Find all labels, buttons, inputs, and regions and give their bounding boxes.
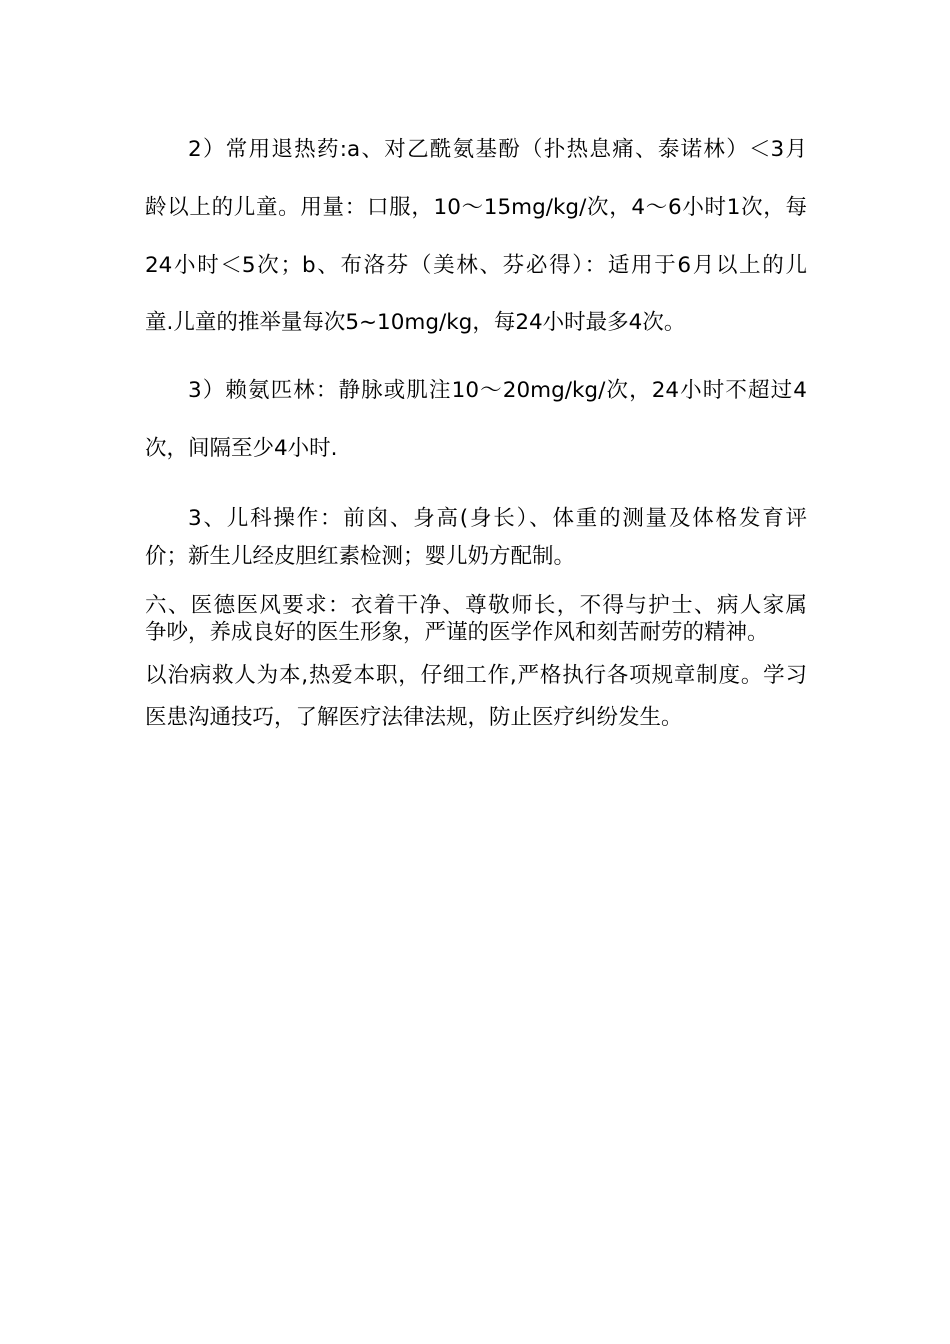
text-line: 2）常用退热药:a、对乙酰氨基酚（扑热息痛、泰诺林）＜3月 (188, 137, 807, 162)
text-line: 医患沟通技巧，了解医疗法律法规，防止医疗纠纷发生。 (145, 705, 683, 730)
text-line: 次，间隔至少4小时. (145, 436, 338, 461)
text-line: 龄以上的儿童。用量：口服，10～15mg/kg/次，4～6小时1次，每 (145, 195, 807, 220)
text-line: 24小时＜5次；b、布洛芬（美林、芬必得）：适用于6月以上的儿 (145, 253, 807, 278)
text-line: 争吵，养成良好的医生形象，严谨的医学作风和刻苦耐劳的精神。 (145, 620, 769, 645)
text-line: 价；新生儿经皮胆红素检测；婴儿奶方配制。 (145, 544, 576, 569)
text-line: 童.儿童的推举量每次5~10mg/kg，每24小时最多4次。 (145, 310, 686, 335)
text-line: 六、医德医风要求：衣着干净、尊敬师长，不得与护士、病人家属 (145, 593, 807, 618)
text-line: 3、儿科操作：前囟、身高(身长）、体重的测量及体格发育评 (188, 506, 807, 531)
text-line: 3）赖氨匹林：静脉或肌注10～20mg/kg/次，24小时不超过4 (188, 378, 807, 403)
text-line: 以治病救人为本,热爱本职，仔细工作,严格执行各项规章制度。学习 (145, 663, 807, 688)
